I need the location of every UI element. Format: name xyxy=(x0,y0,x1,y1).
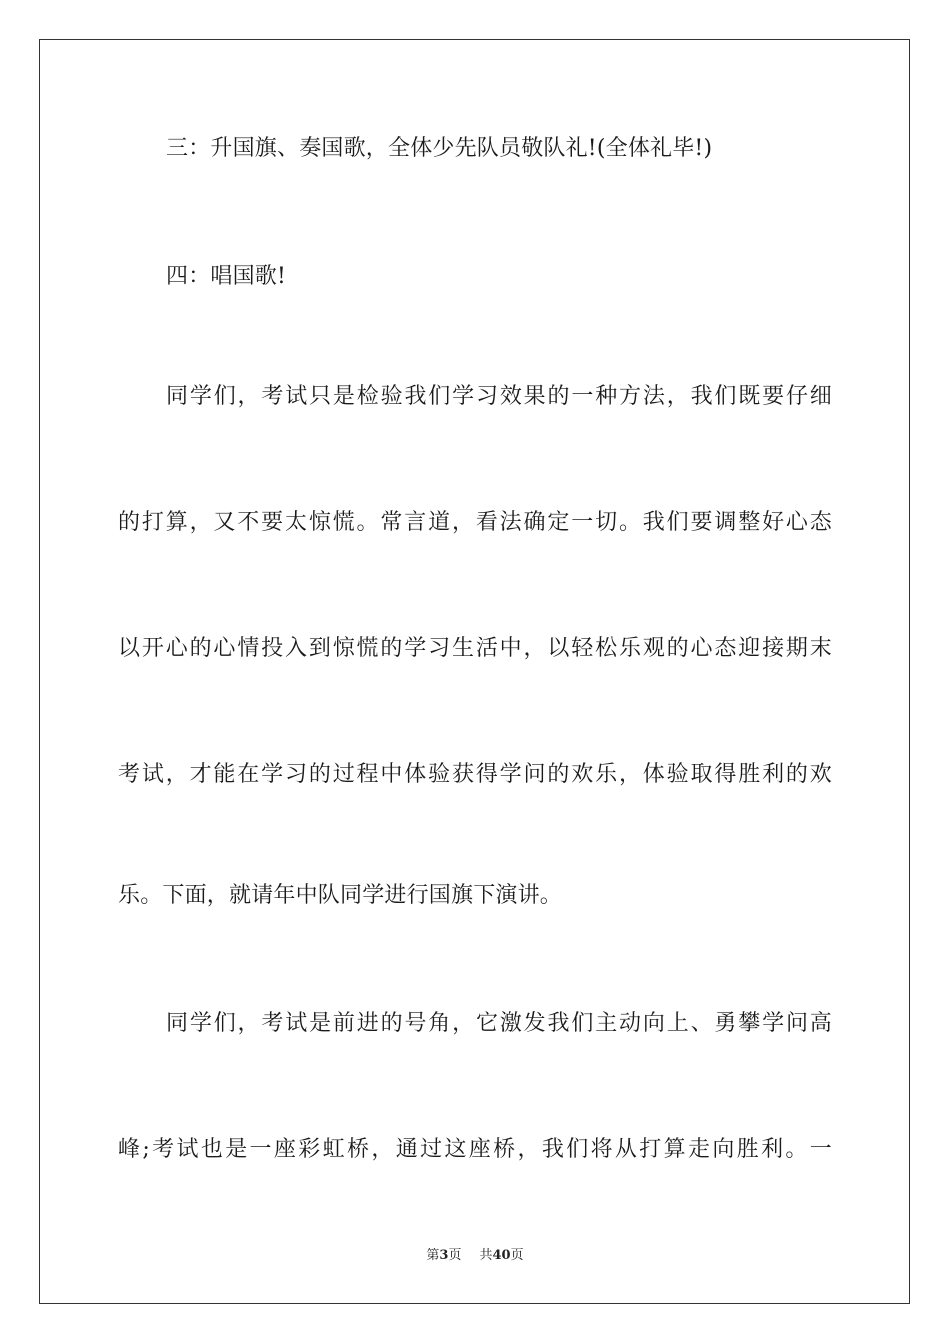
paragraph-line: 同学们，考试只是检验我们学习效果的一种方法，我们既要仔细 xyxy=(166,384,832,409)
paragraph-line: 的打算，又不要太惊慌。常言道，看法确定一切。我们要调整好心态 xyxy=(118,510,832,535)
page-footer xyxy=(0,1247,950,1265)
footer-page-suffix: 页 xyxy=(448,1248,462,1263)
paragraph-line: 以开心的心情投入到惊慌的学习生活中，以轻松乐观的心态迎接期末 xyxy=(118,636,832,661)
footer-total-prefix: 共 xyxy=(479,1248,493,1263)
footer-page-number: 3 xyxy=(439,1248,449,1263)
footer-page-prefix: 第 xyxy=(426,1248,440,1263)
paragraph-line: 考试，才能在学习的过程中体验获得学问的欢乐，体验取得胜利的欢 xyxy=(118,762,832,787)
footer-total-pages: 40 xyxy=(492,1248,511,1263)
paragraph-line: 同学们，考试是前进的号角，它激发我们主动向上、勇攀学问高 xyxy=(166,1011,832,1036)
footer-total-suffix: 页 xyxy=(510,1248,524,1263)
paragraph-line: 乐。下面，就请年中队同学进行国旗下演讲。 xyxy=(118,883,563,908)
paragraph-line: 四：唱国歌! xyxy=(166,264,287,289)
paragraph-line: 峰;考试也是一座彩虹桥，通过这座桥，我们将从打算走向胜利。一 xyxy=(118,1137,832,1162)
paragraph-line: 三：升国旗、奏国歌，全体少先队员敬队礼!(全体礼毕!) xyxy=(166,136,713,161)
